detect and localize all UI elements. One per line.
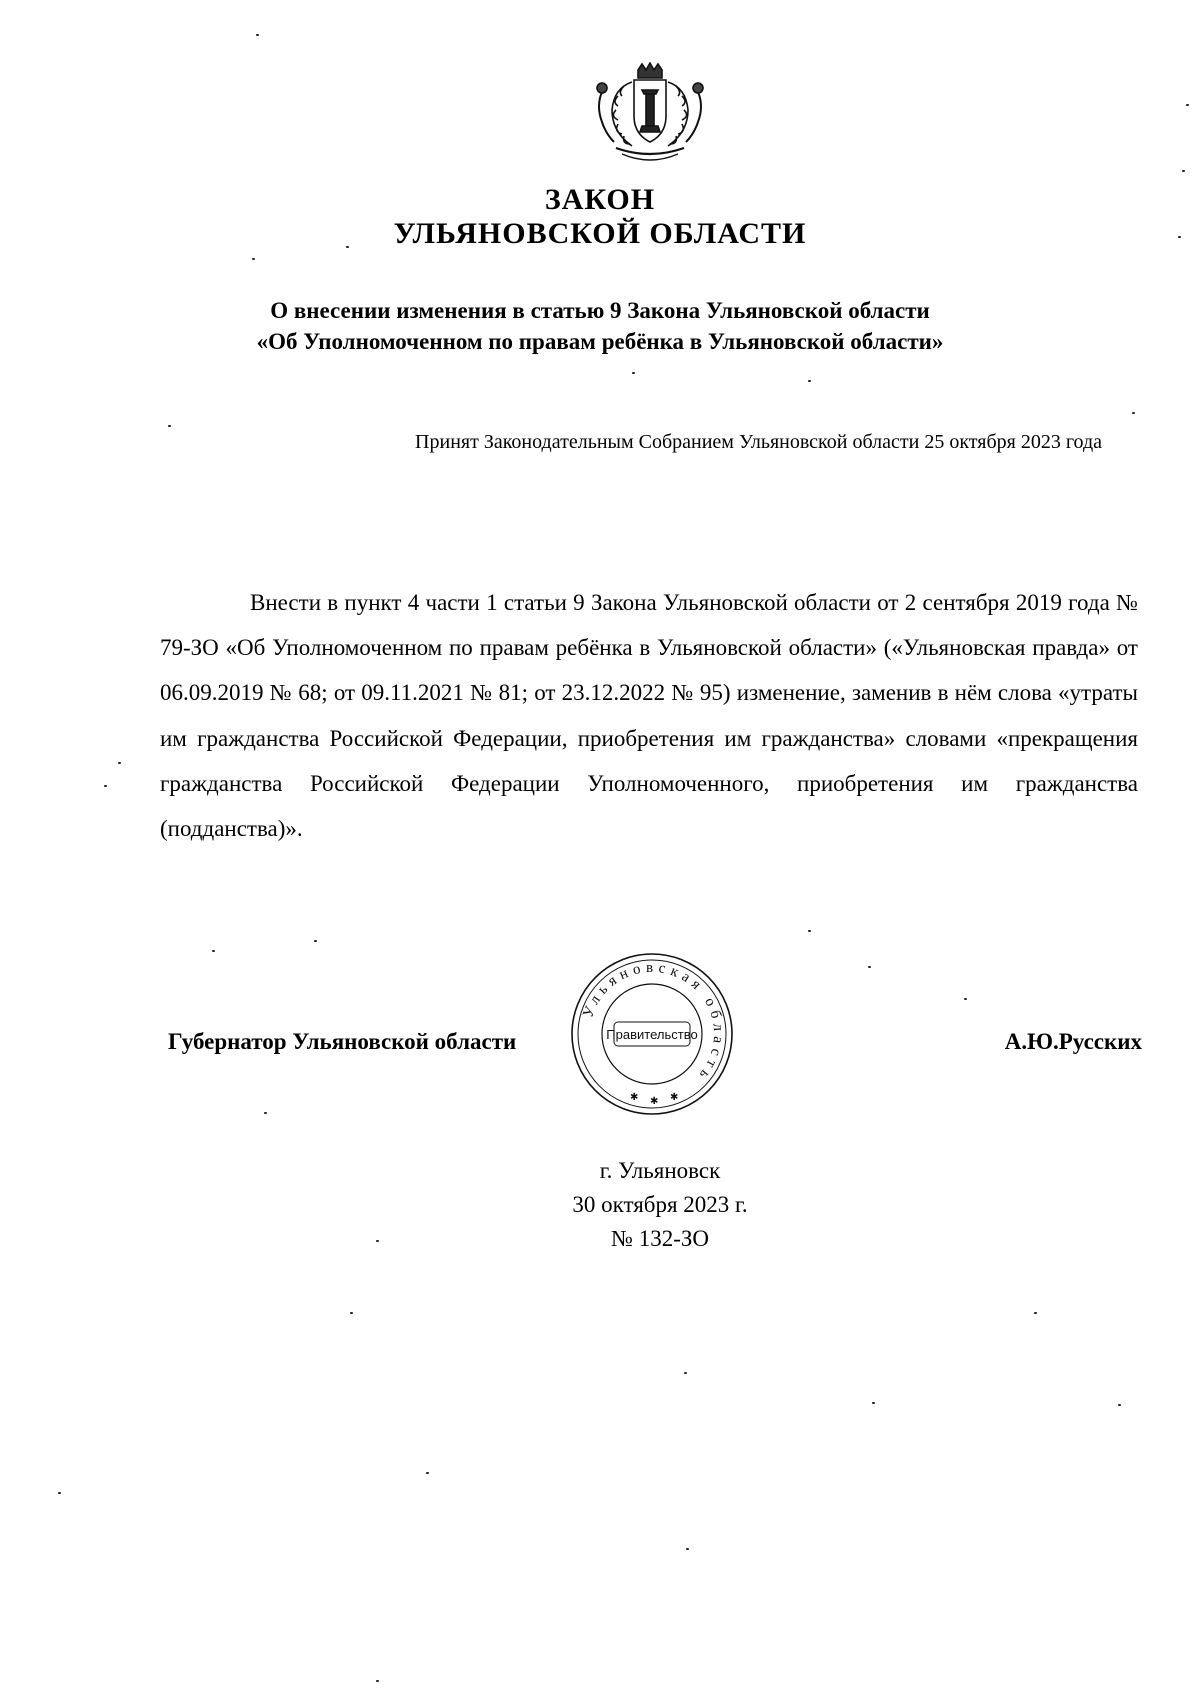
svg-text:✱: ✱ — [650, 1096, 659, 1107]
law-subject-line-1: О внесении изменения в статью 9 Закона Ульяновской области — [270, 298, 930, 323]
document-type-title: ЗАКОН — [544, 183, 656, 216]
signatory-name: А.Ю.Русских — [1004, 1029, 1142, 1054]
signatory-position: Губернатор Ульяновской области — [168, 1029, 517, 1054]
government-seal-icon — [568, 950, 736, 1118]
region-title: УЛЬЯНОВСКОЙ ОБЛАСТИ — [393, 217, 807, 250]
law-subject-line-2: «Об Уполномоченном по правам ребёнка в Ульяновской области» — [256, 329, 944, 354]
adoption-note: Принят Законодательным Собранием Ульяновской области 25 октября 2023 года — [415, 431, 1102, 453]
issue-city: г. Ульяновск — [599, 1158, 721, 1183]
svg-text:✱: ✱ — [630, 1092, 639, 1103]
seal-center-text: Правительство — [606, 1027, 698, 1042]
law-number: № 132-ЗО — [611, 1226, 709, 1251]
law-body-paragraph: Внести в пункт 4 части 1 статьи 9 Закона Ульяновской области от 2 сентября 2019 года № 79-ЗО «Об Уполномоченном по правам ребёнка в Ульяновской области» («Ульяновская правда» от 06.09.2019 № 68; от 09.11.2021 № 81; от 23.12.2022 № 95) изменение, заменив в нём слова «утраты им гражданства Российской Федерации, приобретения им гражданства» словами «прекращения гражданства Российской Федерации Уполномоченного, приобретения им гражданства (подданства)». — [160, 590, 1138, 842]
issue-date: 30 октября 2023 г. — [572, 1192, 748, 1217]
coat-of-arms-icon — [588, 62, 712, 166]
seal-ring-text: Ульяновская область — [580, 959, 727, 1086]
svg-text:✱: ✱ — [670, 1092, 679, 1103]
